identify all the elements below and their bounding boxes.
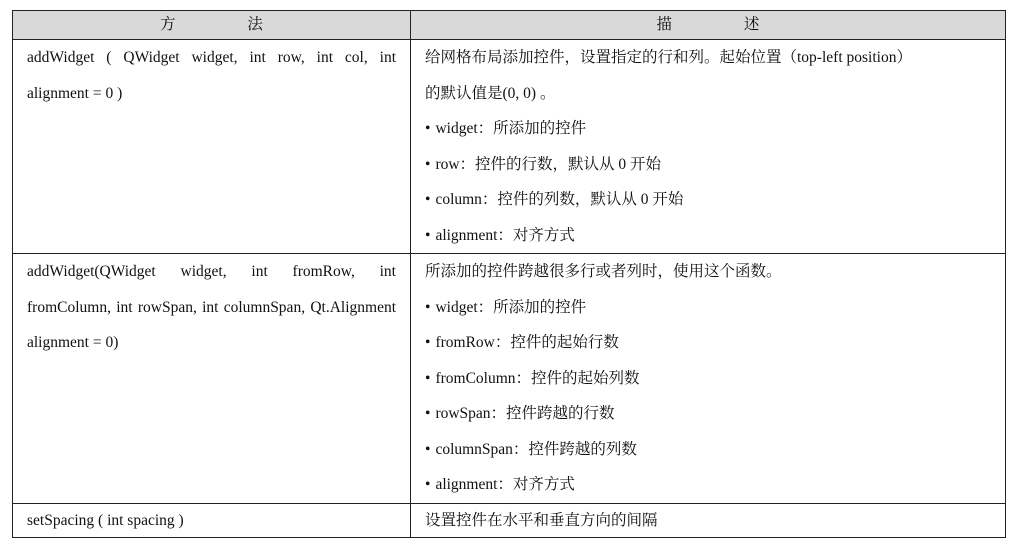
table-header-row [13,11,1006,40]
bullet-text: alignment：对齐方式 [435,226,575,244]
table-row [13,254,1006,504]
description-cell [411,254,1006,504]
bullet-item [425,182,991,218]
bullet-text: widget：所添加的控件 [435,120,587,137]
description-line: 给网格布局添加控件，设置指定的行和列。起始位置（top-left position） [425,49,912,66]
bullet-item [425,290,991,326]
description-line: 设置控件在水平和垂直方向的间隔 [425,511,658,529]
description-line: 的默认值是(0, 0) 。 [425,84,556,102]
bullet-text: widget：所添加的控件 [435,298,587,316]
bullet-item [425,396,991,432]
description-cell [411,503,1006,537]
bullet-item [425,467,991,503]
bullet-text: column：控件的列数，默认从 0 开始 [435,191,684,208]
bullet-text: columnSpan：控件跨越的列数 [435,440,637,458]
bullet-item [425,218,991,254]
description-cell [411,40,1006,254]
bullet-text: rowSpan：控件跨越的行数 [435,405,615,422]
bullet-text: alignment：对齐方式 [435,476,575,493]
table-row [13,40,1006,254]
bullet-item [425,361,991,397]
method-signature: addWidget ( QWidget widget, int row, int col, int alignment = 0 ) [27,49,396,102]
method-cell [13,503,411,537]
description-line: 所添加的控件跨越很多行或者列时，使用这个函数。 [425,263,782,280]
bullet-item [425,111,991,147]
header-method: 方 法 [13,11,411,40]
bullet-text: fromRow：控件的起始行数 [435,334,619,351]
bullet-item [425,325,991,361]
method-signature: setSpacing ( int spacing ) [27,511,184,529]
method-signature: addWidget(QWidget widget, int fromRow, int fromColumn, int rowSpan, int columnSpan, Qt.Alignment alignment = 0) [27,263,396,351]
method-cell [13,40,411,254]
bullet-text: fromColumn：控件的起始列数 [435,369,640,387]
bullet-item [425,432,991,468]
header-description: 描 述 [411,11,1006,40]
method-table [12,10,1006,538]
bullet-item [425,147,991,183]
bullet-text: row：控件的行数，默认从 0 开始 [435,155,662,173]
method-cell [13,254,411,504]
table-row [13,503,1006,537]
